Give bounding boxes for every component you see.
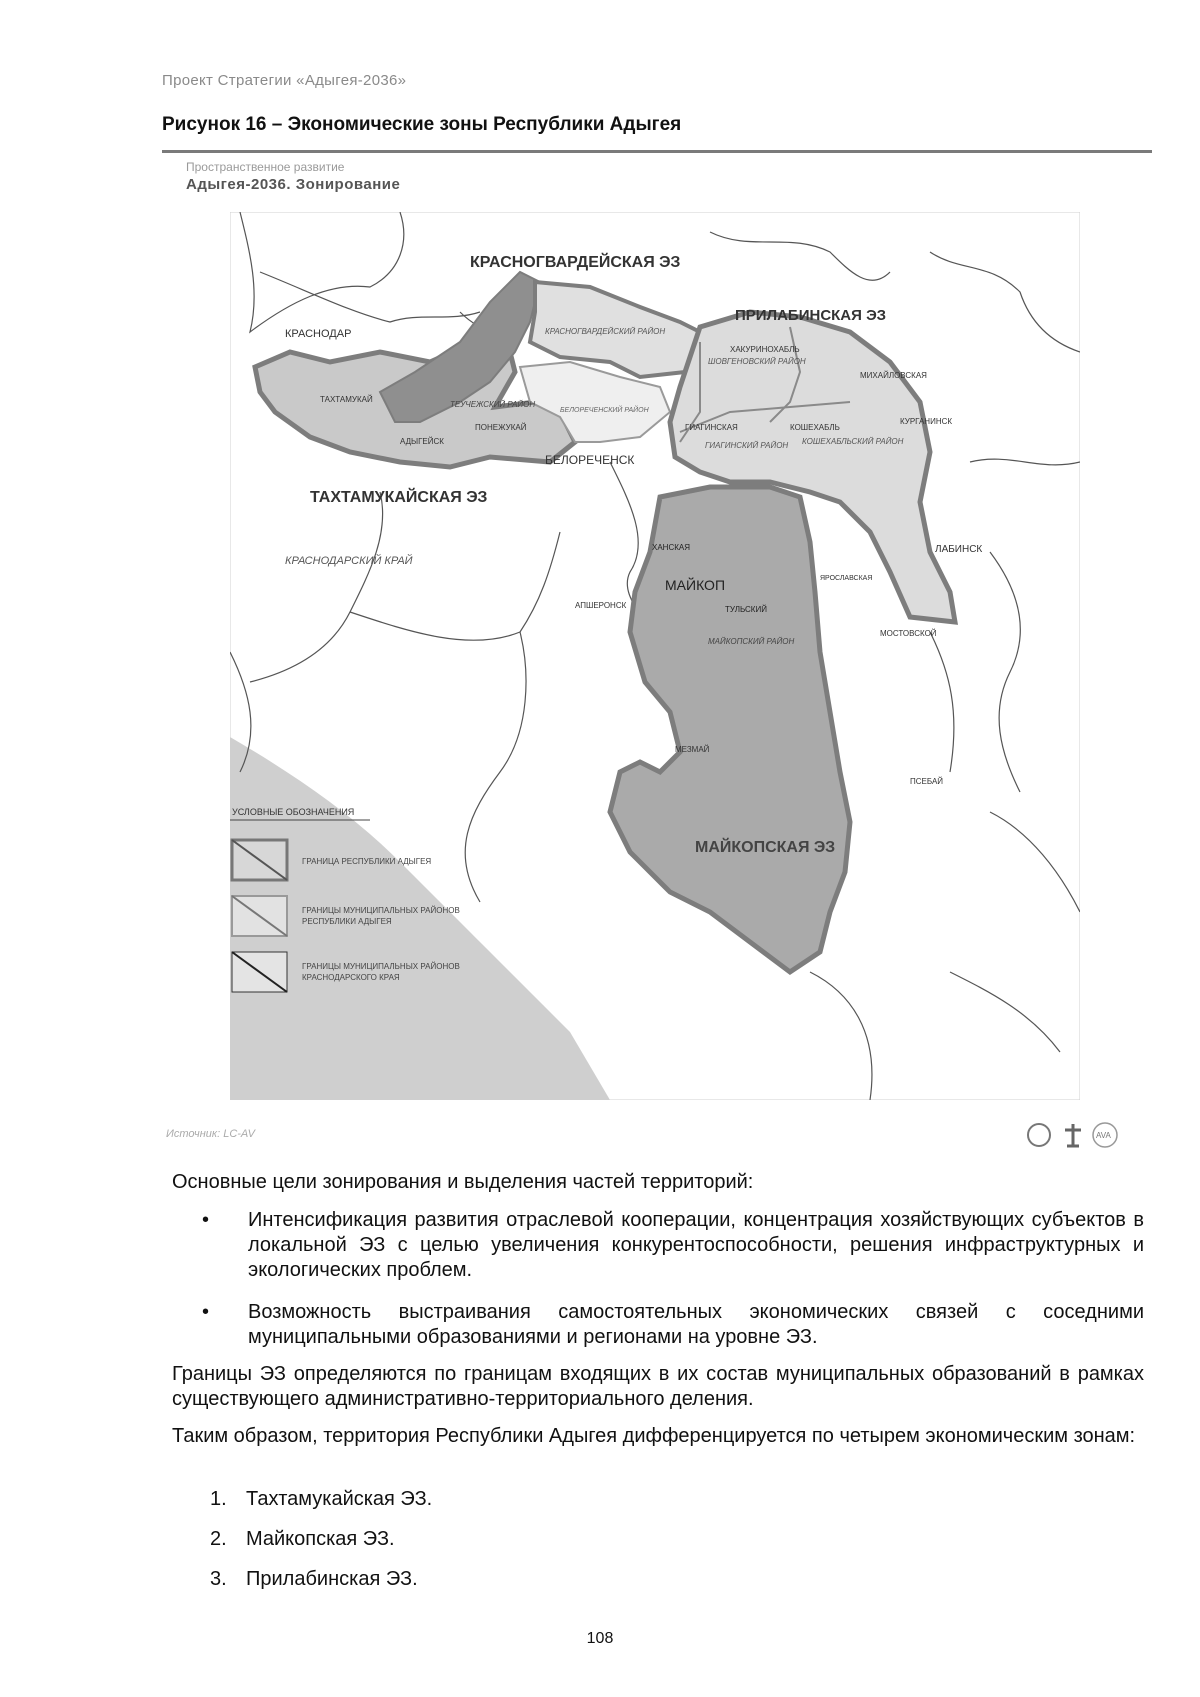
list-text: Тахтамукайская ЭЗ.	[246, 1488, 433, 1510]
list-number: 2.	[210, 1528, 227, 1550]
map-logos	[1025, 1120, 1145, 1150]
paragraph-borders: Границы ЭЗ определяются по границам входящих в их состав муниципальных образований в рамках существующего административно-территориального деления.	[172, 1363, 1144, 1410]
ava-logo-text: AVA	[1096, 1131, 1111, 1140]
map-label-mikhaylovskaya: МИХАЙЛОВСКАЯ	[860, 371, 927, 380]
map-label-takhtamukay: ТАХТАМУКАЙ	[320, 395, 373, 404]
zoning-map	[230, 212, 1080, 1100]
map-label-krasnogvardeysky-rayon: КРАСНОГВАРДЕЙСКИЙ РАЙОН	[545, 327, 666, 336]
map-label-adygeysk: АДЫГЕЙСК	[400, 437, 444, 446]
legend-item2-label-l2: РЕСПУБЛИКИ АДЫГЕЯ	[302, 917, 392, 926]
map-label-giaginskaya: ГИАГИНСКАЯ	[685, 423, 738, 432]
legend-item1-label: ГРАНИЦА РЕСПУБЛИКИ АДЫГЕЯ	[302, 857, 432, 866]
list-text: Прилабинская ЭЗ.	[246, 1568, 418, 1590]
goals-intro: Основные цели зонирования и выделения частей территорий:	[172, 1171, 754, 1193]
map-label-belorechensk: БЕЛОРЕЧЕНСК	[545, 453, 635, 467]
bullet-item	[172, 1208, 1144, 1283]
map-label-zone-krasnogvardeyskaya: КРАСНОГВАРДЕЙСКАЯ ЭЗ	[470, 254, 681, 271]
map-label-yaroslavskaya: ЯРОСЛАВСКАЯ	[820, 575, 873, 582]
bullet-symbol: •	[202, 1209, 210, 1231]
legend-item3-label-l2: КРАСНОДАРСКОГО КРАЯ	[302, 973, 400, 982]
bullet-symbol: •	[202, 1301, 210, 1323]
bullet-text-1: Интенсификация развития отраслевой кооперации, концентрация хозяйствующих субъектов в локальной ЭЗ с целью увеличения конкурентоспособности, решения инфраструктурных и экологических проблем.	[248, 1209, 1144, 1281]
map-label-ponezhukay: ПОНЕЖУКАЙ	[475, 423, 527, 432]
bullet-item	[172, 1300, 1144, 1350]
list-item	[210, 1568, 418, 1591]
map-label-teuchezhsky-rayon: ТЕУЧЕЖСКИЙ РАЙОН	[450, 400, 536, 409]
map-label-koshekhabl: КОШЕХАБЛЬ	[790, 423, 840, 432]
map-label-khanskaya: ХАНСКАЯ	[652, 543, 690, 552]
legend-item2-label-l1: ГРАНИЦЫ МУНИЦИПАЛЬНЫХ РАЙОНОВ	[302, 906, 460, 915]
map-label-labinsk: ЛАБИНСК	[935, 544, 983, 555]
map-label-zone-maykopskaya: МАЙКОПСКАЯ ЭЗ	[695, 839, 836, 856]
map-label-khakurinokhabl: ХАКУРИНОХАБЛЬ	[730, 345, 800, 354]
map-source: Источник: LC-AV	[166, 1128, 255, 1140]
emblem-icon	[1028, 1124, 1050, 1146]
map-label-koshekhablsky-rayon: КОШЕХАБЛЬСКИЙ РАЙОН	[802, 437, 904, 446]
map-label-shovgenovsky-rayon: ШОВГЕНОВСКИЙ РАЙОН	[708, 357, 806, 366]
map-subtitle: Адыгея-2036. Зонирование	[186, 176, 401, 193]
map-label-krasnodarsky-kray: КРАСНОДАРСКИЙ КРАЙ	[285, 555, 413, 567]
list-item	[210, 1488, 432, 1511]
map-label-mezmay: МЕЗМАЙ	[675, 745, 710, 754]
legend-title: УСЛОВНЫЕ ОБОЗНАЧЕНИЯ	[232, 807, 355, 817]
header-divider	[162, 150, 1152, 153]
map-label-kurganinsk: КУРГАНИНСК	[900, 417, 953, 426]
page-number: 108	[586, 1630, 614, 1647]
map-label-apsheronsk: АПШЕРОНСК	[575, 601, 627, 610]
running-header: Проект Стратегии «Адыгея-2036»	[162, 72, 407, 89]
bullet-text-2: Возможность выстраивания самостоятельных экономических связей с соседними муниципальными образованиями и регионами на уровне ЭЗ.	[248, 1301, 1144, 1348]
map-label-giaginsky-rayon: ГИАГИНСКИЙ РАЙОН	[705, 441, 789, 450]
list-number: 3.	[210, 1568, 227, 1590]
map-label-krasnodar: КРАСНОДАР	[285, 328, 352, 340]
map-label-zone-takhtamukayskaya: ТАХТАМУКАЙСКАЯ ЭЗ	[310, 489, 488, 506]
list-item	[210, 1528, 395, 1551]
legend-item3-label-l1: ГРАНИЦЫ МУНИЦИПАЛЬНЫХ РАЙОНОВ	[302, 962, 460, 971]
map-label-belorechensky-rayon: БЕЛОРЕЧЕНСКИЙ РАЙОН	[560, 407, 649, 414]
paragraph-zones: Таким образом, территория Республики Адыгея дифференцируется по четырем экономическим зонам:	[172, 1425, 1136, 1447]
map-label-maykopsky-rayon: МАЙКОПСКИЙ РАЙОН	[708, 637, 795, 646]
figure-title: Рисунок 16 – Экономические зоны Республики Адыгея	[162, 114, 682, 135]
map-subtitle-small: Пространственное развитие	[186, 160, 345, 174]
map-label-maykop: МАЙКОП	[665, 577, 726, 593]
map-label-tulsky: ТУЛЬСКИЙ	[725, 605, 767, 614]
map-label-psebay: ПСЕБАЙ	[910, 777, 944, 786]
map-label-zone-prilabinskaya: ПРИЛАБИНСКАЯ ЭЗ	[735, 307, 886, 324]
figure-icon	[1065, 1124, 1081, 1146]
list-text: Майкопская ЭЗ.	[246, 1528, 395, 1550]
list-number: 1.	[210, 1488, 227, 1510]
map-label-mostovskoy: МОСТОВСКОЙ	[880, 629, 937, 638]
